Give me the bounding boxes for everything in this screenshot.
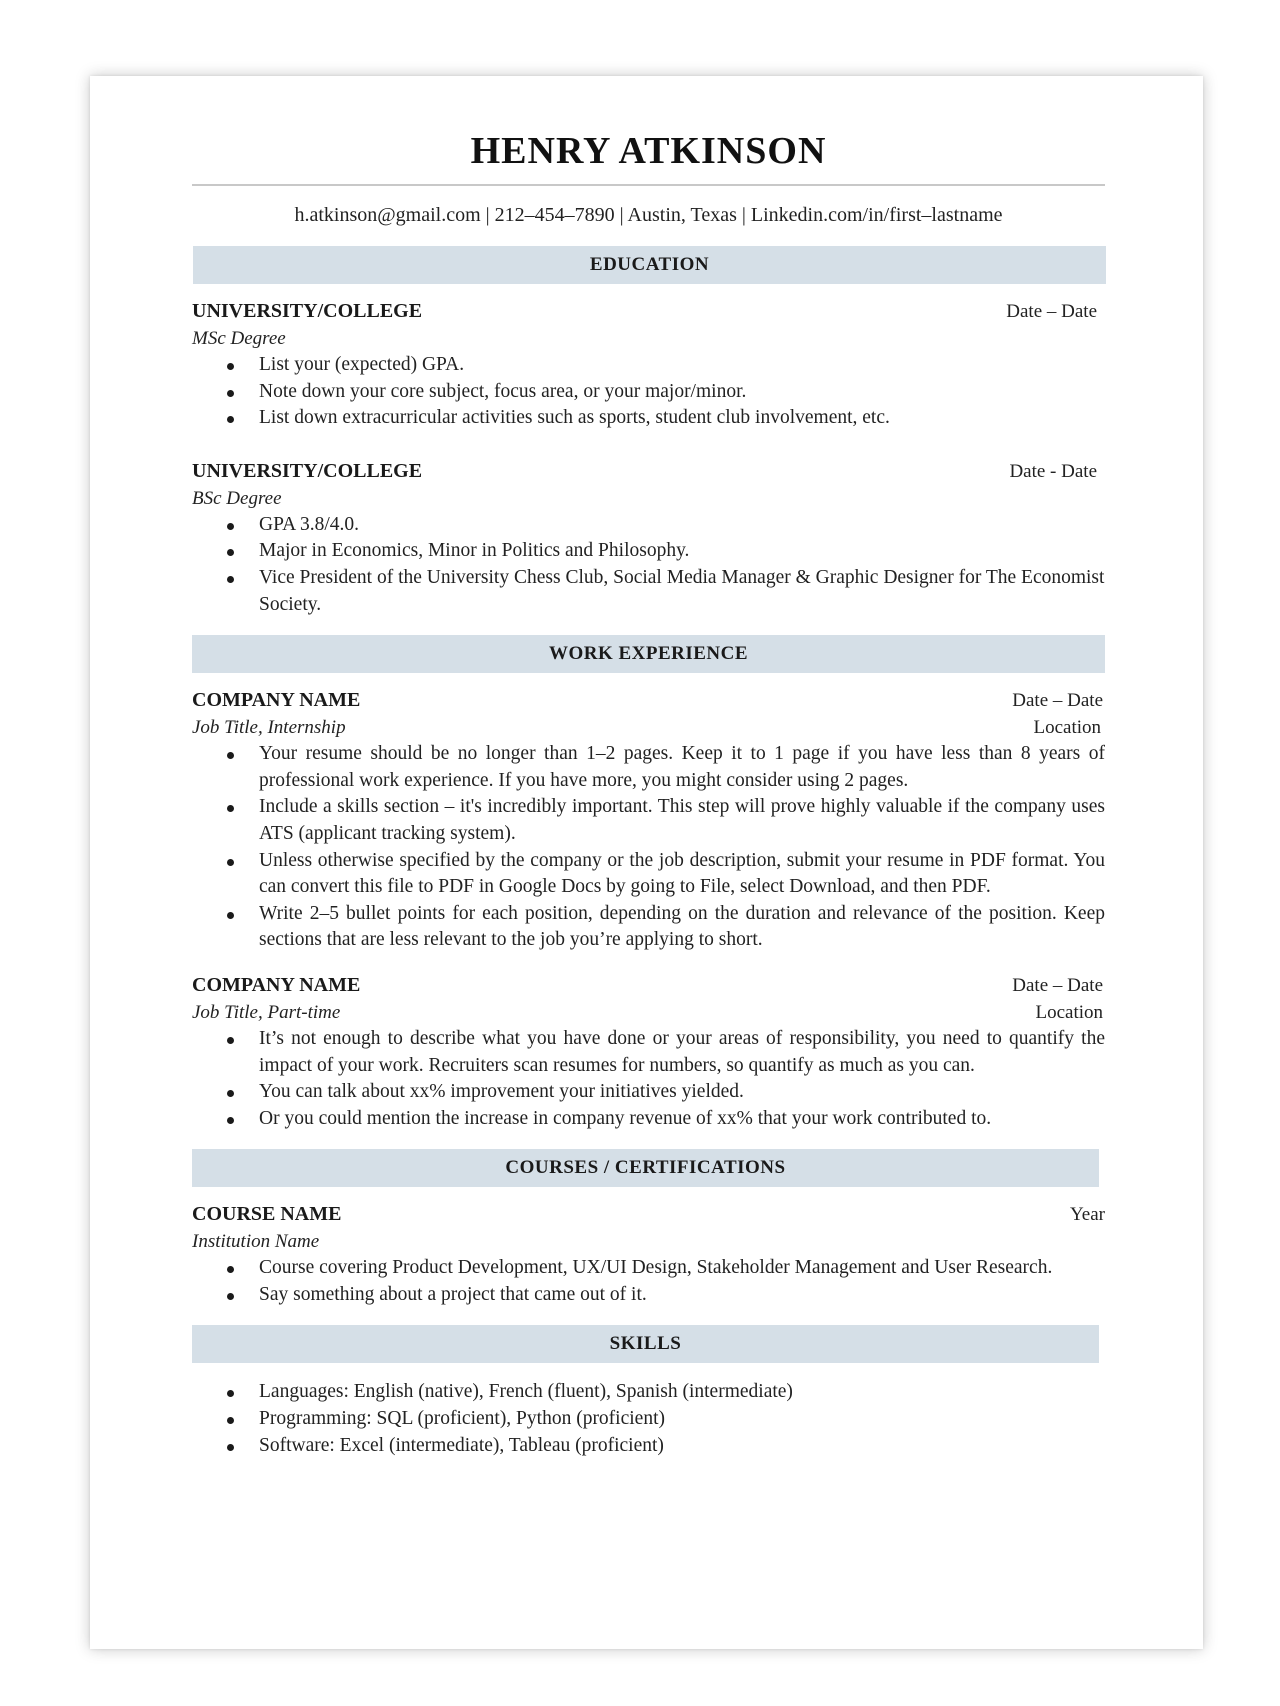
skill-item: Languages: English (native), French (fluent), Spanish (intermediate) [192,1379,1105,1406]
bullet-item: Note down your core subject, focus area, or your major/minor. [192,379,1105,406]
education-entry [192,298,1105,432]
bullet-item: Major in Economics, Minor in Politics and Philosophy. [192,538,1105,565]
bullet-item: Include a skills section – it's incredibly important. This step will prove highly valuable if the company uses ATS (applicant tracking system). [192,794,1105,847]
bullet-dot-icon [227,1444,234,1451]
bullet-dot-icon [227,752,234,759]
education-entry [192,458,1105,618]
bullet-list [192,512,1105,618]
work-entry [192,687,1105,954]
section-header-courses: COURSES / CERTIFICATIONS [192,1149,1099,1187]
bullet-item: GPA 3.8/4.0. [192,512,1105,539]
entry-degree: MSc Degree [192,328,286,349]
entry-title: UNIVERSITY/COLLEGE [192,300,423,322]
bullet-item: Unless otherwise specified by the company or the job description, submit your resume in PDF format. You can convert this file to PDF in Google Docs by going to File, select Download, and then PDF. [192,848,1105,901]
bullet-list [192,1255,1105,1308]
bullet-item: It’s not enough to describe what you have done or your areas of responsibility, you need to quantify the impact of your work. Recruiters scan resumes for numbers, so quantify as much as you can. [192,1026,1105,1079]
entry-job-title: Job Title, Part-time [192,1001,341,1023]
contact-line: h.atkinson@gmail.com | 212–454–7890 | Austin, Texas | Linkedin.com/in/first–lastname [294,204,1003,226]
bullet-item: List your (expected) GPA. [192,352,1105,379]
bullet-dot-icon [227,390,234,397]
bullet-dot-icon [227,1293,234,1300]
bullet-dot-icon [227,1090,234,1097]
bullet-list [192,1026,1105,1132]
bullet-list [192,352,1105,432]
bullet-dot-icon [227,363,234,370]
entry-date: Date – Date [1006,301,1097,322]
section-header-work-experience: WORK EXPERIENCE [192,635,1105,673]
entry-location: Location [1033,717,1101,739]
section-header-skills: SKILLS [192,1325,1099,1363]
course-entry [192,1201,1105,1308]
bullet-item: List down extracurricular activities such as sports, student club involvement, etc. [192,405,1105,432]
entry-degree: BSc Degree [192,487,282,509]
bullet-dot-icon [227,1417,234,1424]
bullet-item: Course covering Product Development, UX/UI Design, Stakeholder Management and User Research. [192,1255,1105,1282]
bullet-dot-icon [227,1117,234,1124]
skill-item: Software: Excel (intermediate), Tableau (proficient) [192,1433,1105,1460]
resume-name: HENRY ATKINSON [470,130,827,172]
entry-title: UNIVERSITY/COLLEGE [192,459,423,482]
bullet-item: Say something about a project that came out of it. [192,1282,1105,1309]
entry-date: Date - Date [1009,460,1097,482]
bullet-dot-icon [227,549,234,556]
bullet-item: Vice President of the University Chess Club, Social Media Manager & Graphic Designer for The Economist Society. [192,565,1105,618]
bullet-dot-icon [227,523,234,530]
bullet-dot-icon [227,805,234,812]
bullet-item: Or you could mention the increase in company revenue of xx% that your work contributed to. [192,1106,1105,1133]
resume-content [192,128,1105,1459]
bullet-dot-icon [227,576,234,583]
entry-location: Location [1035,1001,1103,1023]
section-header-education: EDUCATION [193,246,1106,284]
entry-title: COURSE NAME [192,1203,342,1226]
bullet-dot-icon [227,416,234,423]
skill-item: Programming: SQL (proficient), Python (proficient) [192,1406,1105,1433]
bullet-dot-icon [227,1390,234,1397]
bullet-dot-icon [227,1037,234,1044]
entry-title: COMPANY NAME [192,689,361,712]
bullet-dot-icon [227,1266,234,1273]
bullet-dot-icon [227,912,234,919]
entry-institution: Institution Name [192,1231,320,1253]
header-divider [192,184,1105,186]
entry-year: Year [1069,1204,1105,1226]
bullet-item: Write 2–5 bullet points for each position, depending on the duration and relevance of the position. Keep sections that are less relevant to the job you’re applying to short. [192,901,1105,954]
skills-list [192,1379,1105,1459]
work-entry [192,972,1105,1132]
entry-title: COMPANY NAME [192,973,361,996]
bullet-item: Your resume should be no longer than 1–2 pages. Keep it to 1 page if you have less than 8 years of professional work experience. If you have more, you might consider using 2 pages. [192,741,1105,794]
bullet-dot-icon [227,859,234,866]
entry-date: Date – Date [1012,690,1103,712]
entry-date: Date – Date [1012,974,1103,996]
entry-job-title: Job Title, Internship [192,717,346,739]
bullet-item: You can talk about xx% improvement your initiatives yielded. [192,1079,1105,1106]
resume-page [90,76,1203,1649]
bullet-list [192,741,1105,954]
